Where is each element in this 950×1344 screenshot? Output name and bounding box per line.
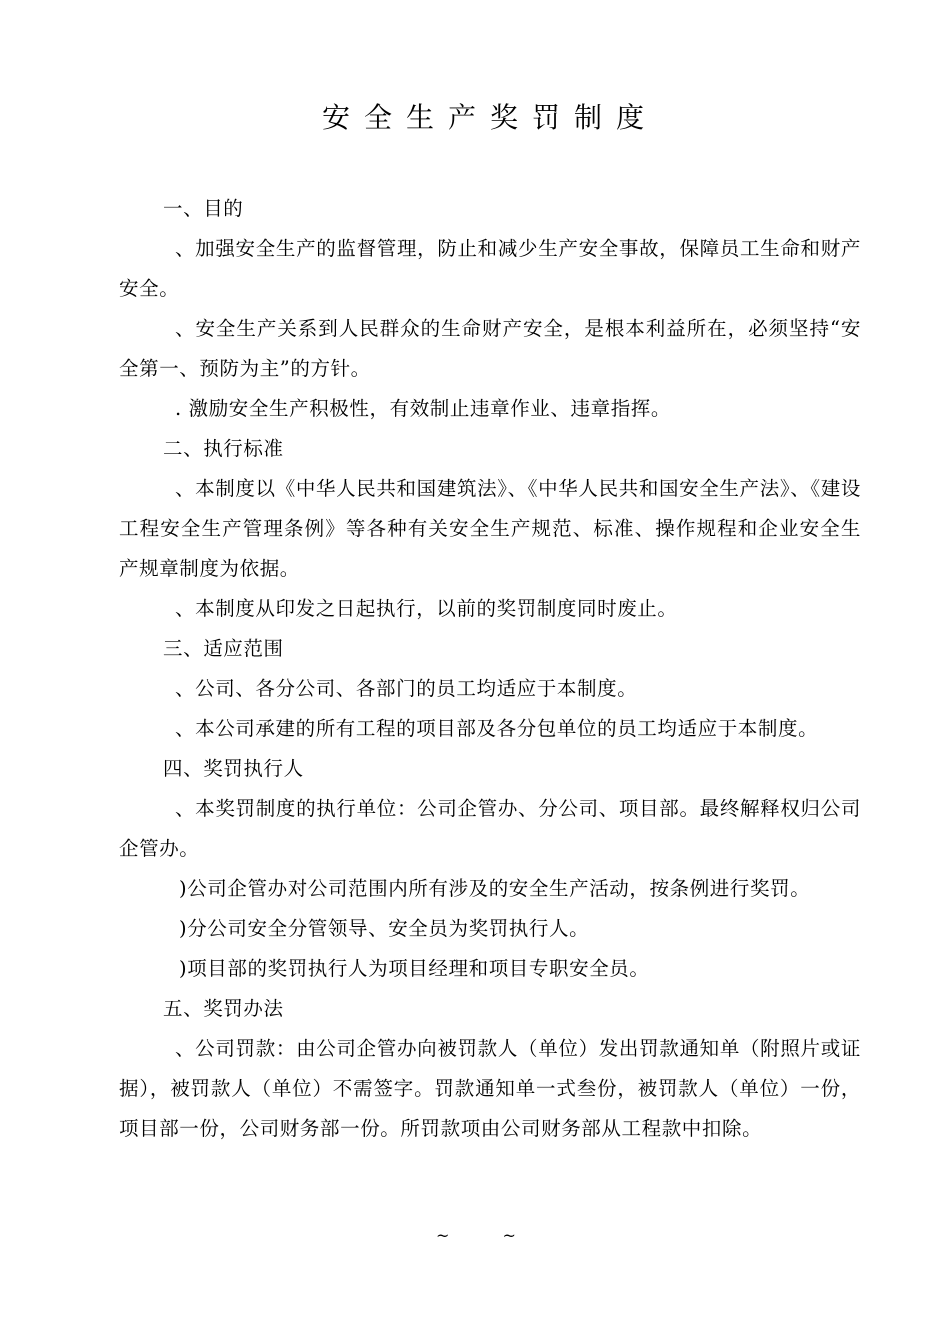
section-heading-scope: 三、适应范围 [163,637,284,660]
paragraph: )公司企管办对公司范围内所有涉及的安全生产活动，按条例进行奖罚。 [179,877,811,900]
section-heading-purpose: 一、目的 [163,197,244,220]
paragraph: 、加强安全生产的监督管理，防止和减少生产安全事故，保障员工生命和财产安全。 [119,237,861,300]
paragraph: 、本奖罚制度的执行单位：公司企管办、分公司、项目部。最终解释权归公司企管办。 [119,797,861,860]
paragraph: 、安全生产关系到人民群众的生命财产安全，是根本利益所在，必须坚持“安全第一、预防为主”的方针。 [119,317,861,380]
paragraph: 、本制度以《中华人民共和国建筑法》、《中华人民共和国安全生产法》、《建设工程安全生产管理条例》等各种有关安全生产规范、标准、操作规程和企业安全生产规章制度为依据。 [119,477,861,580]
paragraph: 、本公司承建的所有工程的项目部及各分包单位的员工均适应于本制度。 [175,717,819,740]
paragraph: )项目部的奖罚执行人为项目经理和项目专职安全员。 [179,957,650,980]
section-heading-executors: 四、奖罚执行人 [163,757,304,780]
page-title: 安全生产奖罚制度 [321,101,658,134]
paragraph: . 激励安全生产积极性，有效制止违章作业、违章指挥。 [175,397,671,420]
section-heading-standards: 二、执行标准 [163,437,284,460]
document-body [119,189,861,1149]
page-footer: ~ ~ [436,1226,540,1245]
paragraph: 、本制度从印发之日起执行，以前的奖罚制度同时废止。 [175,597,678,620]
paragraph: )分公司安全分管领导、安全员为奖罚执行人。 [179,917,590,940]
paragraph: 、公司罚款：由公司企管办向被罚款人（单位）发出罚款通知单（附照片或证据），被罚款人（单位）不需签字。罚款通知单一式叁份，被罚款人（单位）一份，项目部一份，公司财务部一份。所罚款项由公司财务部从工程款中扣除。 [119,1037,861,1140]
paragraph: 、公司、各分公司、各部门的员工均适应于本制度。 [175,677,638,700]
section-heading-methods: 五、奖罚办法 [163,997,284,1020]
